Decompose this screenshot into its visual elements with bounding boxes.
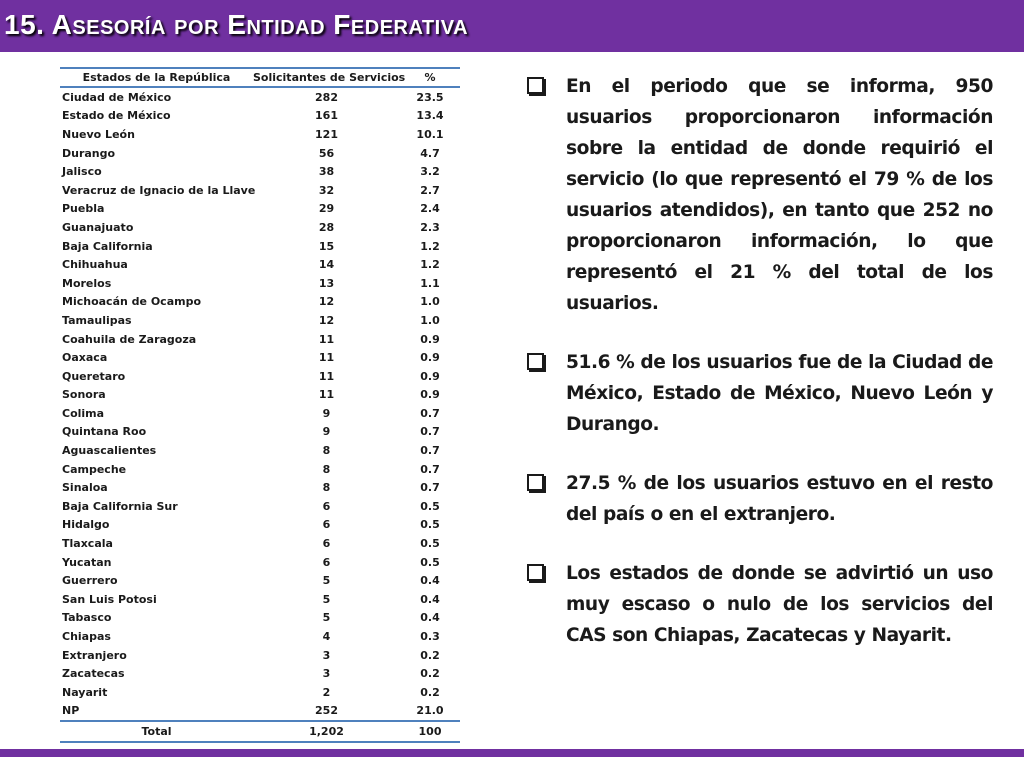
table-row	[60, 330, 460, 349]
table-row	[60, 553, 460, 572]
checkbox-bullet-icon	[527, 77, 544, 94]
percent-cell: 0.5	[420, 518, 440, 532]
requests-cell: 11	[318, 351, 335, 365]
requests-cell: 38	[318, 165, 335, 179]
percent-cell: 0.7	[420, 406, 440, 420]
table-row	[60, 107, 460, 126]
table-header-row	[60, 68, 460, 87]
table-row	[60, 627, 460, 646]
requests-cell: 121	[315, 127, 338, 141]
state-cell: Yucatan	[62, 555, 112, 569]
state-cell: Sonora	[62, 388, 106, 402]
bullet-item	[527, 347, 993, 440]
table-row	[60, 367, 460, 386]
requests-cell: 8	[322, 481, 331, 495]
bullet-item	[527, 558, 993, 651]
total-requests: 1,202	[253, 721, 400, 742]
requests-cell: 12	[318, 295, 335, 309]
requests-cell: 4	[322, 630, 331, 644]
table-row	[60, 404, 460, 423]
table-row	[60, 144, 460, 163]
requests-cell: 252	[253, 702, 400, 722]
state-cell: Jalisco	[62, 165, 102, 179]
percent-cell: 23.5	[416, 90, 444, 104]
percent-cell: 0.9	[420, 388, 440, 402]
header-requests: Solicitantes de Servicios	[253, 68, 400, 87]
percent-cell: 0.7	[420, 444, 440, 458]
percent-cell: 1.0	[420, 313, 440, 327]
requests-cell: 161	[315, 109, 338, 123]
requests-cell: 5	[322, 574, 331, 588]
table-row	[60, 200, 460, 219]
requests-cell: 15	[318, 239, 335, 253]
table-row	[60, 237, 460, 256]
percent-cell: 1.2	[420, 239, 440, 253]
table-row	[60, 683, 460, 702]
bullet-text: Los estados de donde se advirtió un uso muy escaso o nulo de los servicios del CAS son Chiapas, Zacatecas y Nayarit.	[566, 563, 993, 646]
state-cell: Campeche	[62, 462, 127, 476]
percent-cell: 0.5	[420, 499, 440, 513]
requests-cell: 5	[322, 611, 331, 625]
percent-cell: 2.4	[420, 202, 440, 216]
bullet-text: 51.6 % de los usuarios fue de la Ciudad de México, Estado de México, Nuevo León y Durango.	[566, 352, 993, 435]
table-row	[60, 181, 460, 200]
state-cell: Oaxaca	[62, 351, 108, 365]
requests-cell: 56	[318, 146, 335, 160]
state-cell: NP	[60, 702, 253, 722]
requests-cell: 8	[322, 444, 331, 458]
percent-cell: 0.2	[420, 667, 440, 681]
requests-cell: 5	[322, 592, 331, 606]
table-row	[60, 87, 460, 107]
state-cell: Quintana Roo	[62, 425, 147, 439]
requests-cell: 11	[318, 388, 335, 402]
state-cell: Chiapas	[62, 630, 111, 644]
state-cell: Guanajuato	[62, 220, 134, 234]
state-cell: Michoacán de Ocampo	[62, 295, 202, 309]
page-title: 15. Asesoría por Entidad Federativa	[4, 9, 469, 40]
state-cell: Colima	[62, 406, 105, 420]
percent-cell: 0.5	[420, 537, 440, 551]
states-table	[60, 67, 460, 743]
state-cell: Ciudad de México	[62, 90, 172, 104]
percent-cell: 13.4	[416, 109, 444, 123]
requests-cell: 3	[322, 667, 331, 681]
bullet-text: En el periodo que se informa, 950 usuarios proporcionaron información sobre la entidad de donde requirió el servicio (lo que representó el 79 % de los usuarios atendidos), en tanto que 252 no proporcionaron información, lo que representó el 21 % del total de los usuarios.	[566, 76, 993, 314]
percent-cell: 21.0	[400, 702, 460, 722]
requests-cell: 12	[318, 313, 335, 327]
table-row	[60, 702, 460, 722]
header-states: Estados de la República	[60, 68, 253, 87]
table-row	[60, 590, 460, 609]
requests-cell: 13	[318, 276, 335, 290]
state-cell: Durango	[62, 146, 116, 160]
title-bar	[0, 0, 1024, 52]
percent-cell: 4.7	[420, 146, 440, 160]
requests-cell: 32	[318, 183, 335, 197]
requests-cell: 6	[322, 499, 331, 513]
table-row	[60, 441, 460, 460]
table-body	[60, 87, 460, 742]
state-cell: Zacatecas	[62, 667, 125, 681]
table-row	[60, 218, 460, 237]
requests-cell: 9	[322, 425, 331, 439]
state-cell: San Luis Potosi	[62, 592, 157, 606]
state-cell: Baja California Sur	[62, 499, 178, 513]
table-row	[60, 423, 460, 442]
requests-cell: 11	[318, 332, 335, 346]
state-cell: Baja California	[62, 239, 153, 253]
percent-cell: 0.9	[420, 332, 440, 346]
percent-cell: 0.7	[420, 481, 440, 495]
state-cell: Veracruz de Ignacio de la Llave	[62, 183, 256, 197]
requests-cell: 6	[322, 518, 331, 532]
header-percent: %	[400, 68, 460, 87]
table-row	[60, 609, 460, 628]
state-cell: Hidalgo	[62, 518, 110, 532]
table-row	[60, 571, 460, 590]
requests-cell: 6	[322, 555, 331, 569]
state-cell: Chihuahua	[62, 258, 128, 272]
requests-cell: 8	[322, 462, 331, 476]
state-cell: Tabasco	[62, 611, 112, 625]
requests-cell: 28	[318, 220, 335, 234]
table-row	[60, 274, 460, 293]
state-cell: Nayarit	[62, 685, 108, 699]
state-cell: Coahuila de Zaragoza	[62, 332, 197, 346]
percent-cell: 0.2	[420, 648, 440, 662]
table-row	[60, 646, 460, 665]
percent-cell: 0.5	[420, 555, 440, 569]
total-label: Total	[60, 721, 253, 742]
bottom-bar	[0, 749, 1024, 757]
bullet-text: 27.5 % de los usuarios estuvo en el resto del país o en el extranjero.	[566, 473, 993, 525]
requests-cell: 3	[322, 648, 331, 662]
table-total-row	[60, 721, 460, 742]
percent-cell: 0.4	[420, 592, 440, 606]
table-row	[60, 664, 460, 683]
state-cell: Morelos	[62, 276, 112, 290]
percent-cell: 1.0	[420, 295, 440, 309]
percent-cell: 0.3	[420, 630, 440, 644]
table-row	[60, 478, 460, 497]
table-row	[60, 386, 460, 405]
requests-cell: 29	[318, 202, 335, 216]
bullet-item	[527, 71, 993, 319]
requests-cell: 11	[318, 369, 335, 383]
state-cell: Nuevo León	[62, 127, 135, 141]
state-cell: Guerrero	[62, 574, 118, 588]
percent-cell: 0.2	[420, 685, 440, 699]
state-cell: Estado de México	[62, 109, 171, 123]
state-cell: Extranjero	[62, 648, 127, 662]
checkbox-bullet-icon	[527, 353, 544, 370]
percent-cell: 0.7	[420, 462, 440, 476]
percent-cell: 0.9	[420, 351, 440, 365]
checkbox-bullet-icon	[527, 474, 544, 491]
requests-cell: 9	[322, 406, 331, 420]
table-row	[60, 162, 460, 181]
percent-cell: 0.4	[420, 574, 440, 588]
table-row	[60, 348, 460, 367]
bullet-item	[527, 468, 993, 530]
state-cell: Aguascalientes	[62, 444, 157, 458]
state-cell: Tlaxcala	[62, 537, 113, 551]
table-row	[60, 497, 460, 516]
percent-cell: 0.9	[420, 369, 440, 383]
percent-cell: 3.2	[420, 165, 440, 179]
state-cell: Puebla	[62, 202, 105, 216]
table-row	[60, 311, 460, 330]
percent-cell: 0.4	[420, 611, 440, 625]
state-cell: Sinaloa	[62, 481, 108, 495]
state-cell: Tamaulipas	[62, 313, 132, 327]
percent-cell: 2.3	[420, 220, 440, 234]
requests-cell: 14	[318, 258, 335, 272]
total-percent: 100	[400, 721, 460, 742]
table-row	[60, 516, 460, 535]
percent-cell: 10.1	[416, 127, 444, 141]
table-row	[60, 534, 460, 553]
requests-cell: 282	[315, 90, 338, 104]
percent-cell: 2.7	[420, 183, 440, 197]
table-row	[60, 255, 460, 274]
state-cell: Queretaro	[62, 369, 126, 383]
percent-cell: 1.1	[420, 276, 440, 290]
checkbox-bullet-icon	[527, 564, 544, 581]
states-table-container	[60, 67, 460, 743]
percent-cell: 1.2	[420, 258, 440, 272]
percent-cell: 0.7	[420, 425, 440, 439]
table-row	[60, 125, 460, 144]
requests-cell: 6	[322, 537, 331, 551]
table-row	[60, 293, 460, 312]
table-row	[60, 460, 460, 479]
bullet-list	[527, 71, 993, 679]
requests-cell: 2	[322, 685, 331, 699]
